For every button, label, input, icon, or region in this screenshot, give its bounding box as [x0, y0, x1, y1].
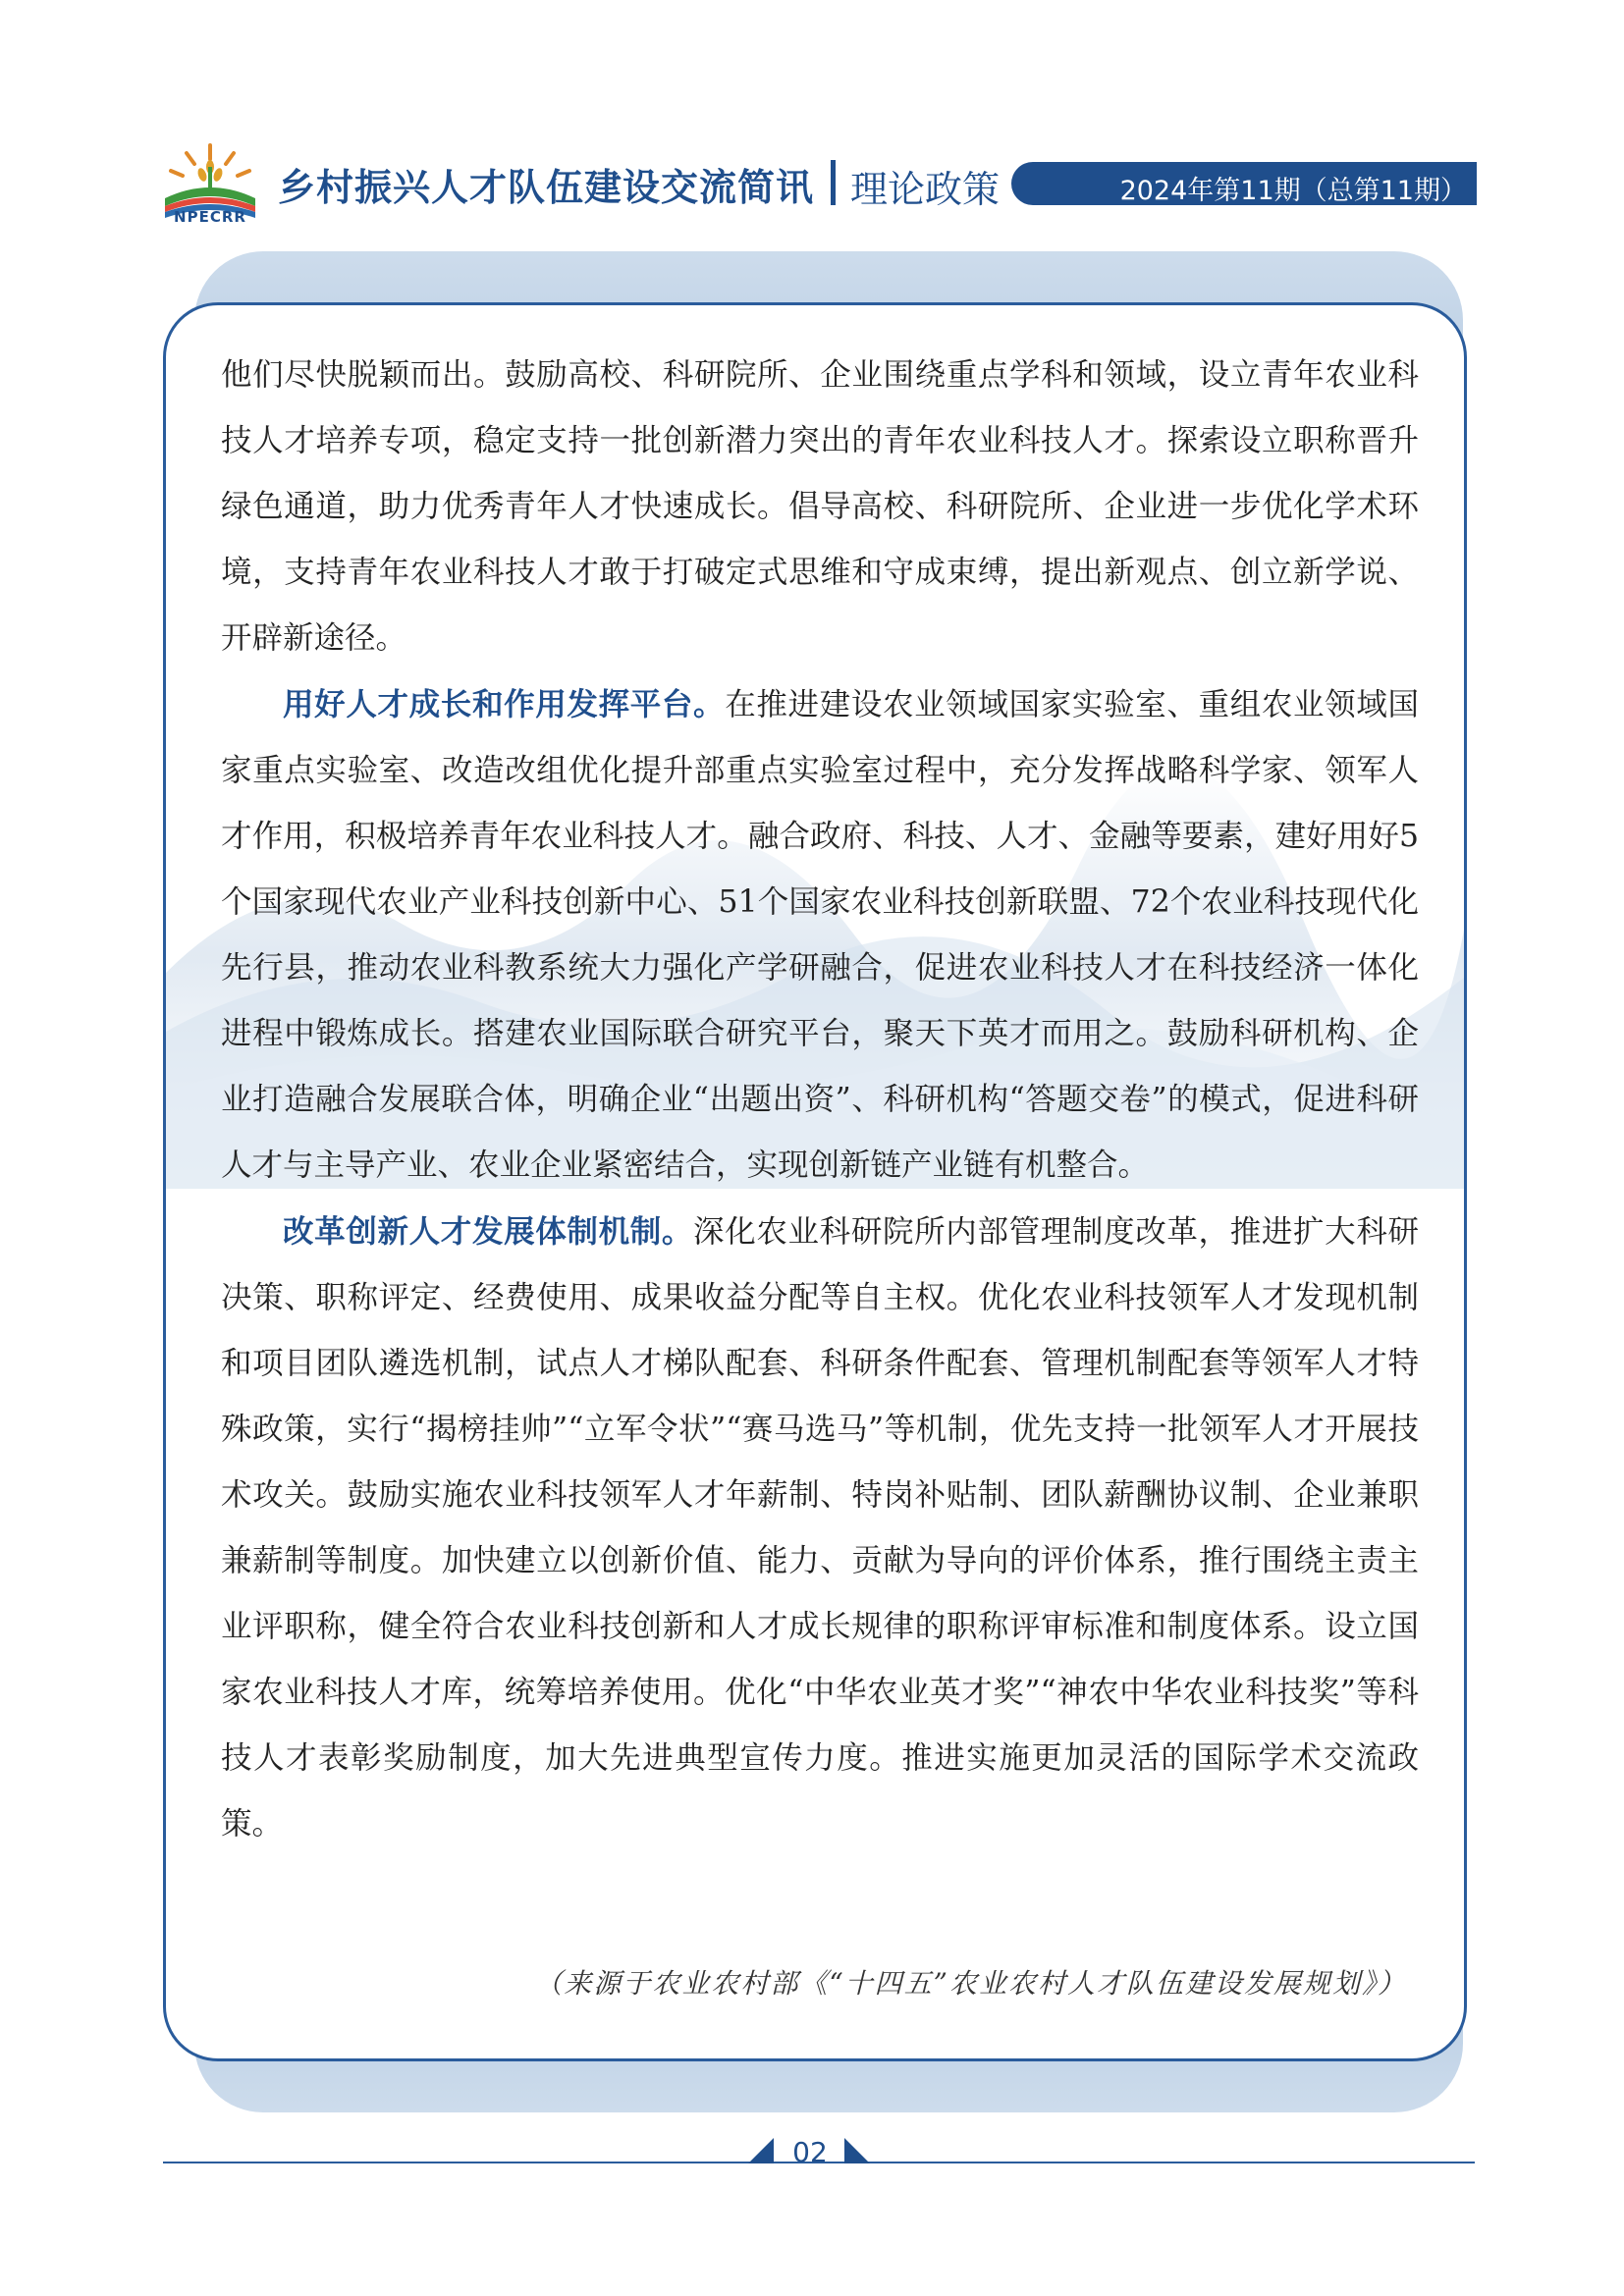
- heading-reform: 改革创新人才发展体制机制。: [283, 1213, 694, 1250]
- article-body: [221, 343, 1419, 1857]
- paragraph-platform: [221, 671, 1419, 1199]
- logo-text: NPECRR: [174, 208, 246, 226]
- paragraph-reform: [221, 1199, 1419, 1857]
- text-reform: 深化农业科研院所内部管理制度改革，推进扩大科研决策、职称评定、经费使用、成果收益分配等自主权。优化农业科技领军人才发现机制和项目团队遴选机制，试点人才梯队配套、科研条件配套、管理机制配套等领军人才特殊政策，实行“揭榜挂帅”“立军令状”“赛马选马”等机制，优先支持一批领军人才开展技术攻关。鼓励实施农业科技领军人才年薪制、特岗补贴制、团队薪酬协议制、企业兼职兼薪制等制度。加快建立以创新价值、能力、贡献为导向的评价体系，推行围绕主责主业评职称，健全符合农业科技创新和人才成长规律的职称评审标准和制度体系。设立国家农业科技人才库，统筹培养使用。优化“中华农业英才奖”“神农中华农业科技奖”等科技人才表彰奖励制度，加大先进典型宣传力度。推进实施更加灵活的国际学术交流政策。: [221, 1214, 1419, 1842]
- paragraph-continuation: 他们尽快脱颖而出。鼓励高校、科研院所、企业围绕重点学科和领域，设立青年农业科技人才培养专项，稳定支持一批创新潜力突出的青年农业科技人才。探索设立职称晋升绿色通道，助力优秀青年人才快速成长。倡导高校、科研院所、企业进一步优化学术环境，支持青年农业科技人才敢于打破定式思维和守成束缚，提出新观点、创立新学说、开辟新途径。: [221, 357, 1419, 656]
- source-citation: （来源于农业农村部《“十四五”农业农村人才队伍建设发展规划》）: [534, 1967, 1407, 2000]
- content-frame: [163, 302, 1467, 2061]
- issue-band: [1011, 162, 1477, 205]
- issue-label: 2024年第11期（总第11期）: [1119, 176, 1467, 206]
- publication-title: 乡村振兴人才队伍建设交流简讯: [278, 166, 815, 209]
- title-divider: [831, 160, 836, 205]
- heading-platform: 用好人才成长和作用发挥平台。: [283, 686, 726, 722]
- section-title: 理论政策: [850, 168, 1001, 211]
- page-number: 02: [792, 2136, 828, 2168]
- text-platform: 在推进建设农业领域国家实验室、重组农业领域国家重点实验室、改造改组优化提升部重点实验室过程中，充分发挥战略科学家、领军人才作用，积极培养青年农业科技人才。融合政府、科技、人才、金融等要素，建好用好5个国家现代农业产业科技创新中心、51个国家农业科技创新联盟、72个农业科技现代化先行县，推动农业科教系统大力强化产学研融合，促进农业科技人才在科技经济一体化进程中锻炼成长。搭建农业国际联合研究平台，聚天下英才而用之。鼓励科研机构、企业打造融合发展联合体，明确企业“出题出资”、科研机构“答题交卷”的模式，促进科研人才与主导产业、农业企业紧密结合，实现创新链产业链有机整合。: [221, 687, 1419, 1183]
